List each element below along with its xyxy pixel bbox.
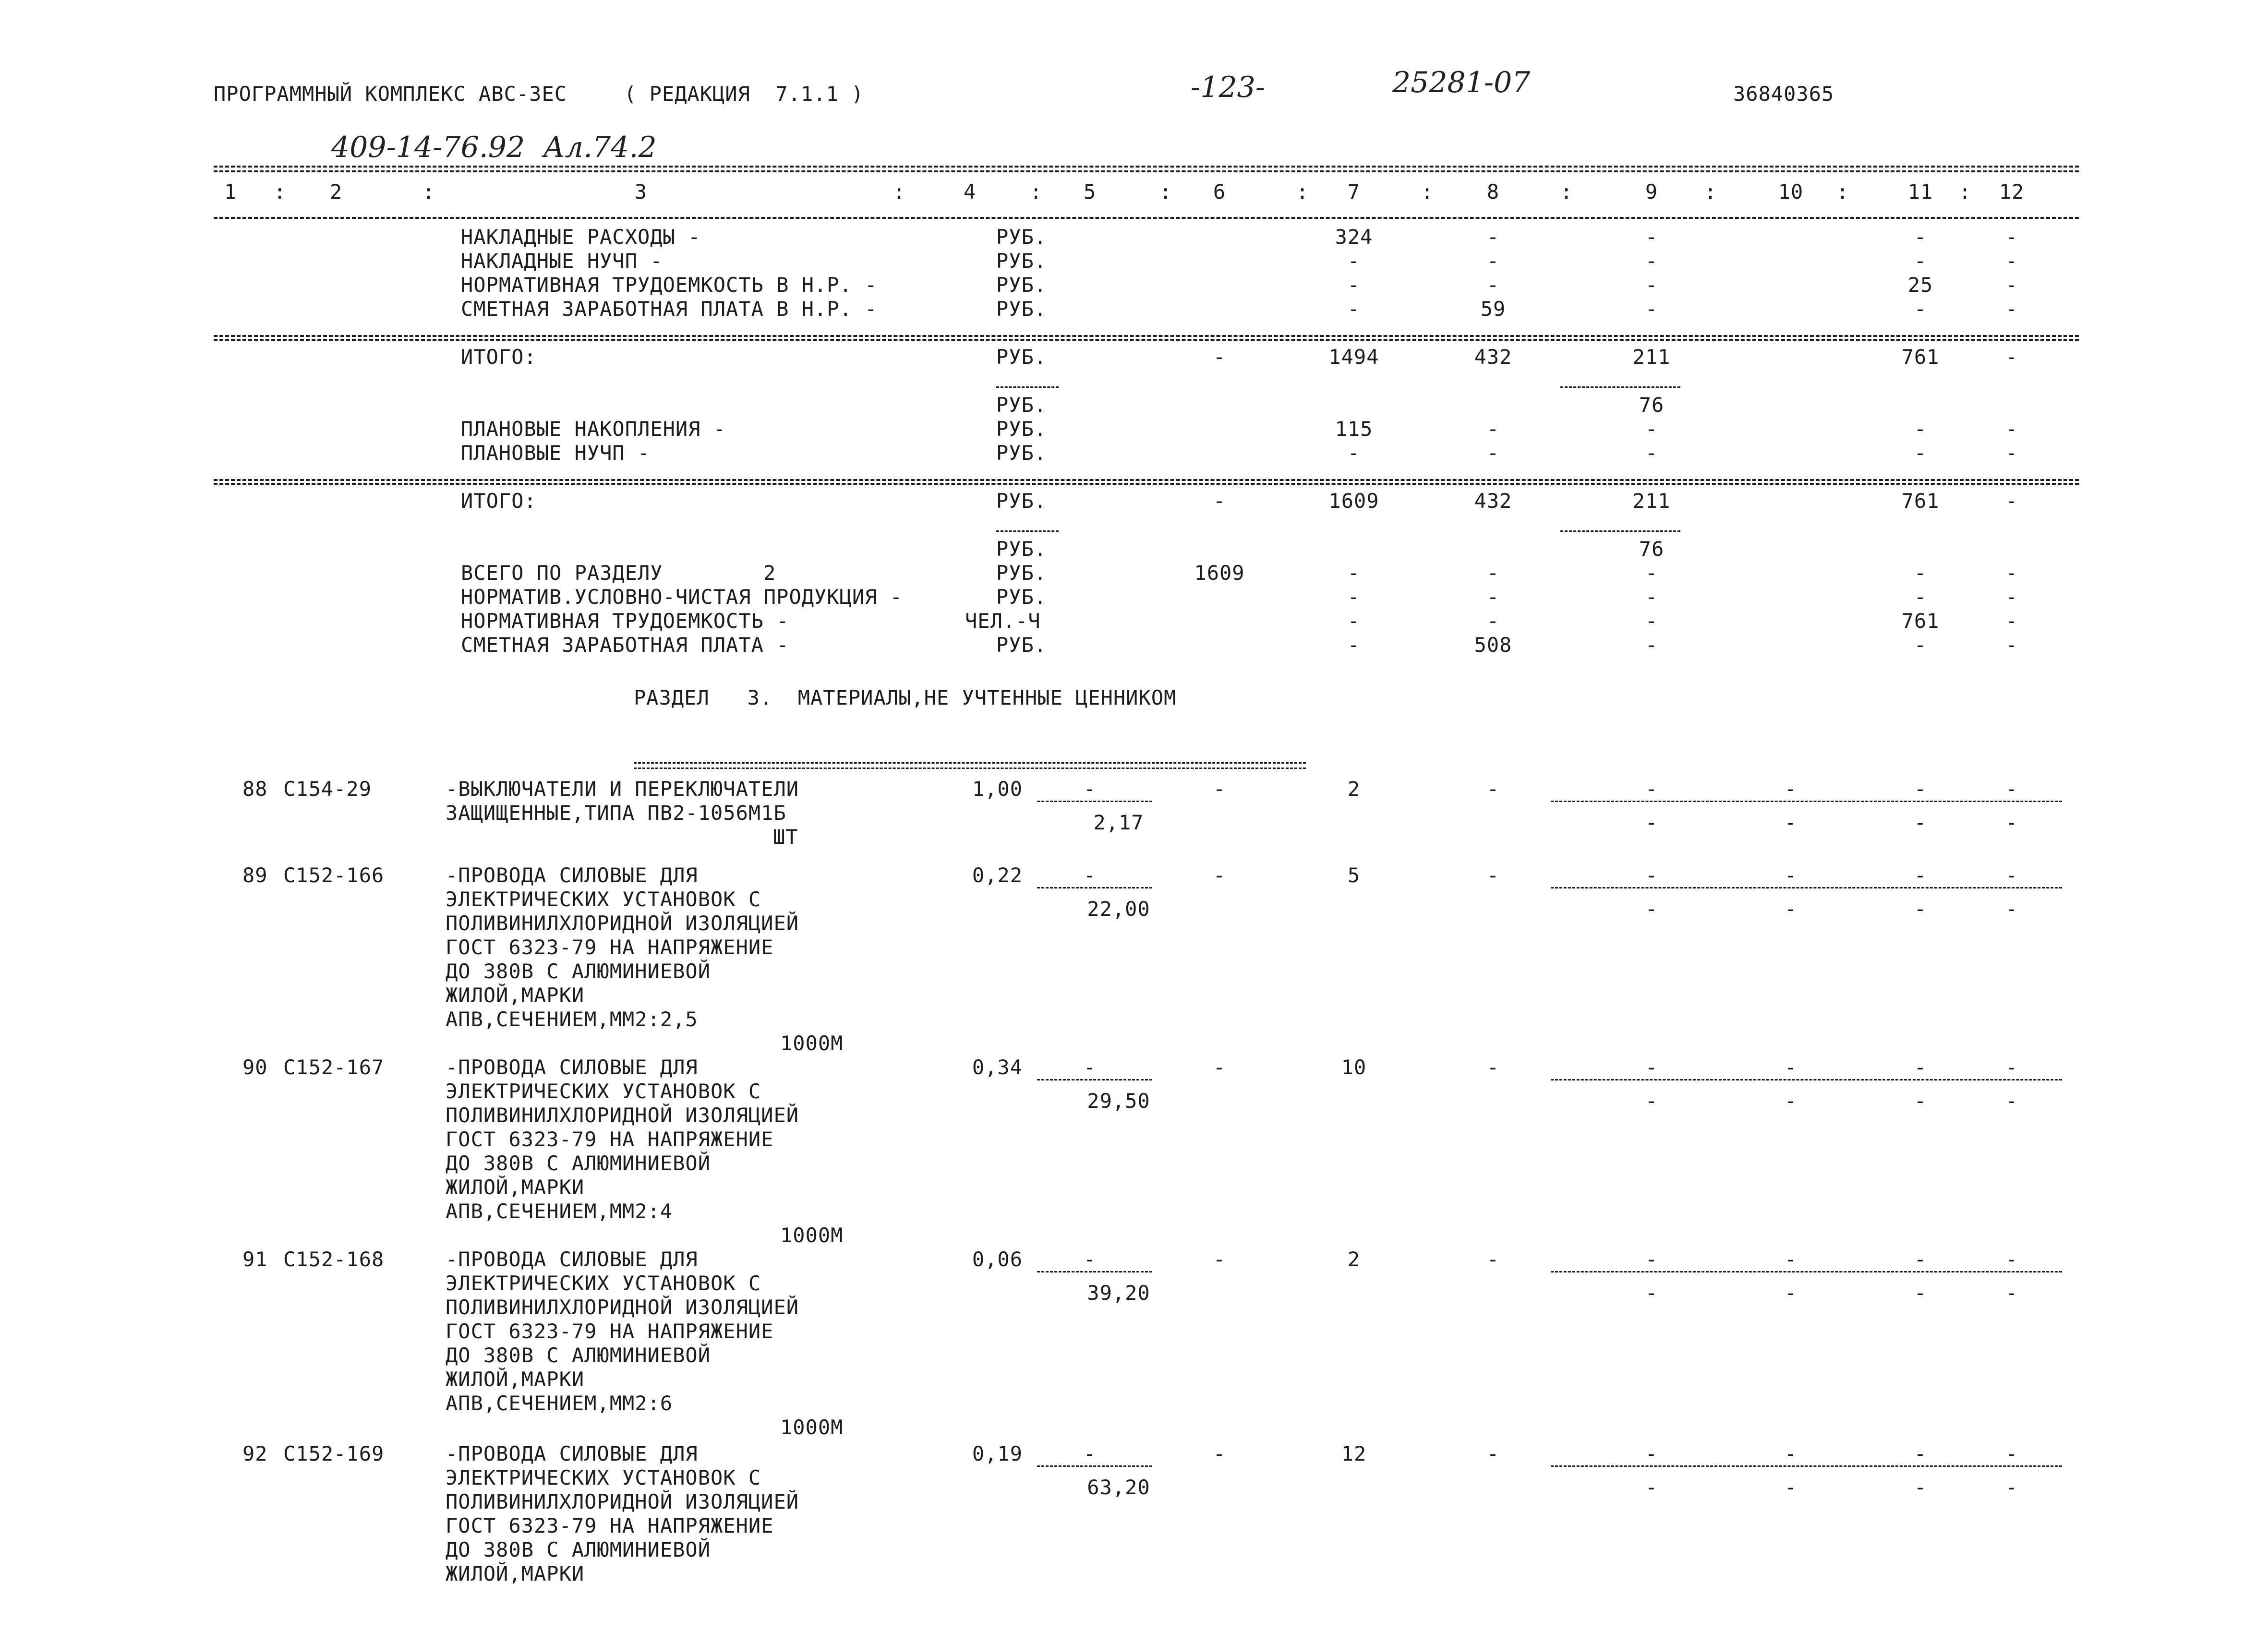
itogo2-col-11: 761: [1901, 489, 1940, 513]
planned_nuchp-label: ПЛАНОВЫЕ НУЧП -: [461, 441, 651, 465]
project-code: 409-14-76.92 Ал.74.2: [331, 131, 657, 164]
header-rule-bottom: [214, 217, 2079, 219]
item-col-11-lower: -: [1914, 1281, 1927, 1305]
section_total-col-6: 1609: [1194, 561, 1245, 585]
itogo2-col-8: 432: [1474, 489, 1512, 513]
item-col-10: -: [1784, 864, 1798, 887]
item-col-10: -: [1784, 1442, 1798, 1465]
wage_np-unit: РУБ.: [996, 297, 1047, 321]
planned_nuchp-col-9: -: [1645, 441, 1658, 465]
item-col-9-lower: -: [1645, 1089, 1658, 1113]
column-separator: :: [1560, 180, 1573, 204]
item-price-dash: -: [1083, 777, 1097, 801]
item-description-line: ГОСТ 6323-79 НА НАПРЯЖЕНИЕ: [446, 1514, 774, 1537]
item-description-line: -ПРОВОДА СИЛОВЫЕ ДЛЯ: [446, 1056, 698, 1079]
section_total-col-9: -: [1645, 561, 1658, 585]
item-col-10-lower: -: [1784, 1476, 1798, 1499]
overhead_nuchp-col-11: -: [1914, 249, 1927, 273]
item-quantity: 0,34: [972, 1056, 1023, 1079]
item-col-11: -: [1914, 1248, 1927, 1271]
item-description-line: ПОЛИВИНИЛХЛОРИДНОЙ ИЗОЛЯЦИЕЙ: [446, 912, 799, 935]
item-col-11: -: [1914, 1442, 1927, 1465]
item-col-8: -: [1486, 1248, 1500, 1271]
item-col-10: -: [1784, 777, 1798, 801]
column-separator: :: [1704, 180, 1717, 204]
item-col-8: -: [1486, 777, 1500, 801]
column-header-6: 6: [1213, 180, 1226, 204]
item-quantity: 1,00: [972, 777, 1023, 801]
item-col-6: -: [1213, 1248, 1226, 1271]
itogo1-rule: [214, 335, 2079, 337]
item-code: С152-166: [283, 864, 385, 887]
item-description-line: ДО 380В С АЛЮМИНИЕВОЙ: [446, 1538, 711, 1561]
item-col-11: -: [1914, 777, 1927, 801]
item-unit-price: 22,00: [1087, 897, 1150, 921]
itogo2-col-12: -: [2005, 489, 2018, 513]
wage-unit: РУБ.: [996, 633, 1047, 657]
item-col-12-lower: -: [2005, 1089, 2018, 1113]
section_total-unit: РУБ.: [996, 561, 1047, 585]
overhead_nuchp-col-8: -: [1486, 249, 1500, 273]
item-description-line: ЖИЛОЙ,МАРКИ: [446, 1562, 585, 1585]
item-description-line: АПВ,СЕЧЕНИЕМ,ММ2:6: [446, 1392, 673, 1415]
itogo2-label: ИТОГО:: [461, 489, 537, 513]
item-totals-bar: [1551, 801, 2062, 802]
itogo1-unit: РУБ.: [996, 345, 1047, 369]
wage_np-col-12: -: [2005, 297, 2018, 321]
item-description-line: -ПРОВОДА СИЛОВЫЕ ДЛЯ: [446, 1442, 698, 1465]
item-number: 90: [242, 1056, 268, 1079]
item-totals-bar: [1551, 887, 2062, 888]
item-description-line: -ПРОВОДА СИЛОВЫЕ ДЛЯ: [446, 864, 698, 887]
header-rule-top: [214, 166, 2079, 168]
item-description-line: ГОСТ 6323-79 НА НАПРЯЖЕНИЕ: [446, 936, 774, 959]
norm_product-unit: РУБ.: [996, 585, 1047, 609]
item-col-11-lower: -: [1914, 897, 1927, 921]
item-description-line: ЭЛЕКТРИЧЕСКИХ УСТАНОВОК С: [446, 1272, 761, 1295]
section_total-col-8: -: [1486, 561, 1500, 585]
column-separator: :: [274, 180, 287, 204]
item-col-11-lower: -: [1914, 811, 1927, 834]
item-price-bar: [1037, 1079, 1152, 1080]
section-title: РАЗДЕЛ 3. МАТЕРИАЛЫ,НЕ УЧТЕННЫЕ ЦЕННИКОМ: [634, 686, 1177, 709]
item-unit-price: 39,20: [1087, 1281, 1150, 1305]
item-col-9-lower: -: [1645, 811, 1658, 834]
item-col-6: -: [1213, 1442, 1226, 1465]
overhead_nuchp-col-9: -: [1645, 249, 1658, 273]
itogo1-unit-underline: [996, 386, 1059, 388]
wage-col-8: 508: [1474, 633, 1512, 657]
item-price-dash: -: [1083, 1056, 1097, 1079]
item-price-bar: [1037, 1271, 1152, 1272]
item-description-line: ДО 380В С АЛЮМИНИЕВОЙ: [446, 1152, 711, 1175]
item-col-8: -: [1486, 1442, 1500, 1465]
itogo1_sub-unit: РУБ.: [996, 393, 1047, 417]
itogo2-rule-2: [214, 483, 2079, 485]
item-unit-price: 63,20: [1087, 1476, 1150, 1499]
item-unit-price: 2,17: [1093, 811, 1144, 834]
item-totals-bar: [1551, 1465, 2062, 1467]
column-header-8: 8: [1486, 180, 1500, 204]
item-unit: 1000М: [780, 1032, 844, 1055]
item-col-9: -: [1645, 1442, 1658, 1465]
item-col-7: 2: [1347, 777, 1361, 801]
item-description-line: ГОСТ 6323-79 НА НАПРЯЖЕНИЕ: [446, 1320, 774, 1343]
item-col-12-lower: -: [2005, 897, 2018, 921]
item-col-12: -: [2005, 1056, 2018, 1079]
wage-col-12: -: [2005, 633, 2018, 657]
header-rule-top-2: [214, 170, 2079, 172]
column-header-7: 7: [1347, 180, 1361, 204]
column-separator: :: [1296, 180, 1309, 204]
section_total-col-12: -: [2005, 561, 2018, 585]
page-number: -123-: [1191, 71, 1266, 104]
wage_np-col-7: -: [1347, 297, 1361, 321]
wage-col-9: -: [1645, 633, 1658, 657]
planned-col-9: -: [1645, 417, 1658, 441]
item-number: 92: [242, 1442, 268, 1465]
norm_labor_np-unit: РУБ.: [996, 273, 1047, 297]
item-col-6: -: [1213, 777, 1226, 801]
item-price-bar: [1037, 887, 1152, 888]
wage_np-col-9: -: [1645, 297, 1658, 321]
norm_labor-col-8: -: [1486, 609, 1500, 633]
itogo1-col-11: 761: [1901, 345, 1940, 369]
itogo1-col-12: -: [2005, 345, 2018, 369]
item-col-9-lower: -: [1645, 1281, 1658, 1305]
item-col-7: 5: [1347, 864, 1361, 887]
item-description-line: ДО 380В С АЛЮМИНИЕВОЙ: [446, 1344, 711, 1367]
column-header-12: 12: [1999, 180, 2025, 204]
itogo2-col-7: 1609: [1328, 489, 1379, 513]
overhead-col-11: -: [1914, 225, 1927, 249]
planned-col-7: 115: [1335, 417, 1373, 441]
item-description-line: ЭЛЕКТРИЧЕСКИХ УСТАНОВОК С: [446, 888, 761, 911]
item-col-10-lower: -: [1784, 1281, 1798, 1305]
item-col-11: -: [1914, 864, 1927, 887]
item-col-10: -: [1784, 1056, 1798, 1079]
overhead_nuchp-col-7: -: [1347, 249, 1361, 273]
itogo2_sub-col-9: 76: [1639, 537, 1665, 561]
norm_labor_np-col-9: -: [1645, 273, 1658, 297]
program-name: ПРОГРАММНЫЙ КОМПЛЕКС АВС-3ЕС: [214, 82, 567, 106]
wage-col-7: -: [1347, 633, 1361, 657]
item-col-9-lower: -: [1645, 897, 1658, 921]
item-col-11: -: [1914, 1056, 1927, 1079]
item-quantity: 0,19: [972, 1442, 1023, 1465]
item-code: С152-167: [283, 1056, 385, 1079]
item-col-12: -: [2005, 1248, 2018, 1271]
item-col-9: -: [1645, 864, 1658, 887]
planned-col-12: -: [2005, 417, 2018, 441]
document-code: 25281-07: [1392, 66, 1531, 99]
item-col-10-lower: -: [1784, 1089, 1798, 1113]
column-separator: :: [1159, 180, 1172, 204]
document-number: 36840365: [1733, 82, 1834, 106]
itogo2-col-6: -: [1213, 489, 1226, 513]
item-description-line: ЖИЛОЙ,МАРКИ: [446, 984, 585, 1007]
column-separator: :: [1421, 180, 1434, 204]
item-col-12: -: [2005, 777, 2018, 801]
norm_labor-label: НОРМАТИВНАЯ ТРУДОЕМКОСТЬ -: [461, 609, 789, 633]
itogo1-col-6: -: [1213, 345, 1226, 369]
item-description-line: ЭЛЕКТРИЧЕСКИХ УСТАНОВОК С: [446, 1466, 761, 1489]
column-header-11: 11: [1907, 180, 1933, 204]
norm_labor-unit: ЧЕЛ.-Ч: [965, 609, 1041, 633]
item-col-12-lower: -: [2005, 1476, 2018, 1499]
item-col-12: -: [2005, 1442, 2018, 1465]
item-col-7: 2: [1347, 1248, 1361, 1271]
item-price-dash: -: [1083, 1248, 1097, 1271]
item-col-8: -: [1486, 1056, 1500, 1079]
column-separator: :: [1836, 180, 1849, 204]
norm_labor_np-label: НОРМАТИВНАЯ ТРУДОЕМКОСТЬ В Н.Р. -: [461, 273, 878, 297]
norm_labor_np-col-12: -: [2005, 273, 2018, 297]
item-unit: ШТ: [773, 825, 798, 849]
item-col-12-lower: -: [2005, 1281, 2018, 1305]
item-col-6: -: [1213, 1056, 1226, 1079]
norm_product-col-12: -: [2005, 585, 2018, 609]
wage-label: СМЕТНАЯ ЗАРАБОТНАЯ ПЛАТА -: [461, 633, 789, 657]
itogo1-col-7: 1494: [1328, 345, 1379, 369]
column-header-9: 9: [1645, 180, 1658, 204]
norm_labor-col-7: -: [1347, 609, 1361, 633]
norm_labor_np-col-8: -: [1486, 273, 1500, 297]
itogo1-rule-2: [214, 339, 2079, 341]
item-number: 89: [242, 864, 268, 887]
item-description-line: -ВЫКЛЮЧАТЕЛИ И ПЕРЕКЛЮЧАТЕЛИ: [446, 777, 799, 801]
item-col-10-lower: -: [1784, 897, 1798, 921]
column-header-4: 4: [963, 180, 977, 204]
item-description-line: -ПРОВОДА СИЛОВЫЕ ДЛЯ: [446, 1248, 698, 1271]
column-separator: :: [893, 180, 906, 204]
item-description-line: ГОСТ 6323-79 НА НАПРЯЖЕНИЕ: [446, 1128, 774, 1151]
planned_nuchp-unit: РУБ.: [996, 441, 1047, 465]
item-totals-bar: [1551, 1271, 2062, 1272]
item-quantity: 0,06: [972, 1248, 1023, 1271]
item-number: 88: [242, 777, 268, 801]
column-header-1: 1: [224, 180, 237, 204]
item-col-10-lower: -: [1784, 811, 1798, 834]
item-col-9: -: [1645, 1056, 1658, 1079]
section-underline: [634, 762, 1306, 769]
itogo2-unit-underline: [996, 530, 1059, 532]
itogo2-unit: РУБ.: [996, 489, 1047, 513]
item-description-line: АПВ,СЕЧЕНИЕМ,ММ2:4: [446, 1200, 673, 1223]
item-price-dash: -: [1083, 1442, 1097, 1465]
column-separator: :: [422, 180, 435, 204]
item-col-7: 12: [1341, 1442, 1367, 1465]
overhead-col-9: -: [1645, 225, 1658, 249]
norm_product-col-7: -: [1347, 585, 1361, 609]
planned_nuchp-col-7: -: [1347, 441, 1361, 465]
column-header-2: 2: [329, 180, 343, 204]
norm_product-col-9: -: [1645, 585, 1658, 609]
planned_nuchp-col-11: -: [1914, 441, 1927, 465]
overhead-label: НАКЛАДНЫЕ РАСХОДЫ -: [461, 225, 701, 249]
item-description-line: ДО 380В С АЛЮМИНИЕВОЙ: [446, 960, 711, 983]
norm_labor-col-12: -: [2005, 609, 2018, 633]
item-price-bar: [1037, 801, 1152, 802]
section_total-number: 2: [763, 561, 776, 585]
wage_np-col-8: 59: [1480, 297, 1506, 321]
item-price-bar: [1037, 1465, 1152, 1467]
item-code: С152-169: [283, 1442, 385, 1465]
overhead-col-12: -: [2005, 225, 2018, 249]
planned_nuchp-col-12: -: [2005, 441, 2018, 465]
item-col-12: -: [2005, 864, 2018, 887]
item-unit: 1000М: [780, 1224, 844, 1247]
wage_np-col-11: -: [1914, 297, 1927, 321]
column-header-3: 3: [634, 180, 648, 204]
item-col-6: -: [1213, 864, 1226, 887]
overhead_nuchp-label: НАКЛАДНЫЕ НУЧП -: [461, 249, 663, 273]
column-separator: :: [1959, 180, 1972, 204]
planned-col-11: -: [1914, 417, 1927, 441]
itogo2-rule: [214, 479, 2079, 481]
item-description-line: ЗАЩИЩЕННЫЕ,ТИПА ПВ2-1056М1Б: [446, 801, 786, 825]
wage-col-11: -: [1914, 633, 1927, 657]
item-col-10: -: [1784, 1248, 1798, 1271]
item-unit-price: 29,50: [1087, 1089, 1150, 1113]
column-separator: :: [1030, 180, 1043, 204]
item-description-line: ЭЛЕКТРИЧЕСКИХ УСТАНОВОК С: [446, 1080, 761, 1103]
itogo1_sub-col-9: 76: [1639, 393, 1665, 417]
norm_labor_np-col-7: -: [1347, 273, 1361, 297]
section_total-label: ВСЕГО ПО РАЗДЕЛУ: [461, 561, 663, 585]
item-description-line: ПОЛИВИНИЛХЛОРИДНОЙ ИЗОЛЯЦИЕЙ: [446, 1296, 799, 1319]
column-header-10: 10: [1778, 180, 1804, 204]
item-col-9-lower: -: [1645, 1476, 1658, 1499]
norm_product-col-11: -: [1914, 585, 1927, 609]
item-col-7: 10: [1341, 1056, 1367, 1079]
itogo1-label: ИТОГО:: [461, 345, 537, 369]
item-col-9: -: [1645, 1248, 1658, 1271]
item-totals-bar: [1551, 1079, 2062, 1080]
norm_labor-col-9: -: [1645, 609, 1658, 633]
planned-label: ПЛАНОВЫЕ НАКОПЛЕНИЯ -: [461, 417, 726, 441]
norm_labor_np-col-11: 25: [1907, 273, 1933, 297]
itogo2-col9-underline: [1560, 530, 1680, 532]
itogo2-col-9: 211: [1632, 489, 1671, 513]
item-code: С152-168: [283, 1248, 385, 1271]
item-col-11-lower: -: [1914, 1476, 1927, 1499]
item-unit: 1000М: [780, 1416, 844, 1439]
norm_product-label: НОРМАТИВ.УСЛОВНО-ЧИСТАЯ ПРОДУКЦИЯ -: [461, 585, 903, 609]
norm_product-col-8: -: [1486, 585, 1500, 609]
itogo1-col9-underline: [1560, 386, 1680, 388]
item-col-8: -: [1486, 864, 1500, 887]
item-col-9: -: [1645, 777, 1658, 801]
edition: ( РЕДАКЦИЯ 7.1.1 ): [624, 82, 864, 106]
planned_nuchp-col-8: -: [1486, 441, 1500, 465]
itogo2_sub-unit: РУБ.: [996, 537, 1047, 561]
item-description-line: ЖИЛОЙ,МАРКИ: [446, 1368, 585, 1391]
item-price-dash: -: [1083, 864, 1097, 887]
section_total-col-11: -: [1914, 561, 1927, 585]
planned-col-8: -: [1486, 417, 1500, 441]
item-number: 91: [242, 1248, 268, 1271]
column-header-5: 5: [1083, 180, 1097, 204]
overhead-col-8: -: [1486, 225, 1500, 249]
item-description-line: ЖИЛОЙ,МАРКИ: [446, 1176, 585, 1199]
wage_np-label: СМЕТНАЯ ЗАРАБОТНАЯ ПЛАТА В Н.Р. -: [461, 297, 878, 321]
item-quantity: 0,22: [972, 864, 1023, 887]
itogo1-col-8: 432: [1474, 345, 1512, 369]
section_total-col-7: -: [1347, 561, 1361, 585]
planned-unit: РУБ.: [996, 417, 1047, 441]
item-description-line: АПВ,СЕЧЕНИЕМ,ММ2:2,5: [446, 1008, 698, 1031]
item-col-11-lower: -: [1914, 1089, 1927, 1113]
item-description-line: ПОЛИВИНИЛХЛОРИДНОЙ ИЗОЛЯЦИЕЙ: [446, 1490, 799, 1513]
overhead_nuchp-unit: РУБ.: [996, 249, 1047, 273]
item-description-line: ПОЛИВИНИЛХЛОРИДНОЙ ИЗОЛЯЦИЕЙ: [446, 1104, 799, 1127]
norm_labor-col-11: 761: [1901, 609, 1940, 633]
overhead-unit: РУБ.: [996, 225, 1047, 249]
itogo1-col-9: 211: [1632, 345, 1671, 369]
overhead_nuchp-col-12: -: [2005, 249, 2018, 273]
item-code: С154-29: [283, 777, 372, 801]
overhead-col-7: 324: [1335, 225, 1373, 249]
item-col-12-lower: -: [2005, 811, 2018, 834]
